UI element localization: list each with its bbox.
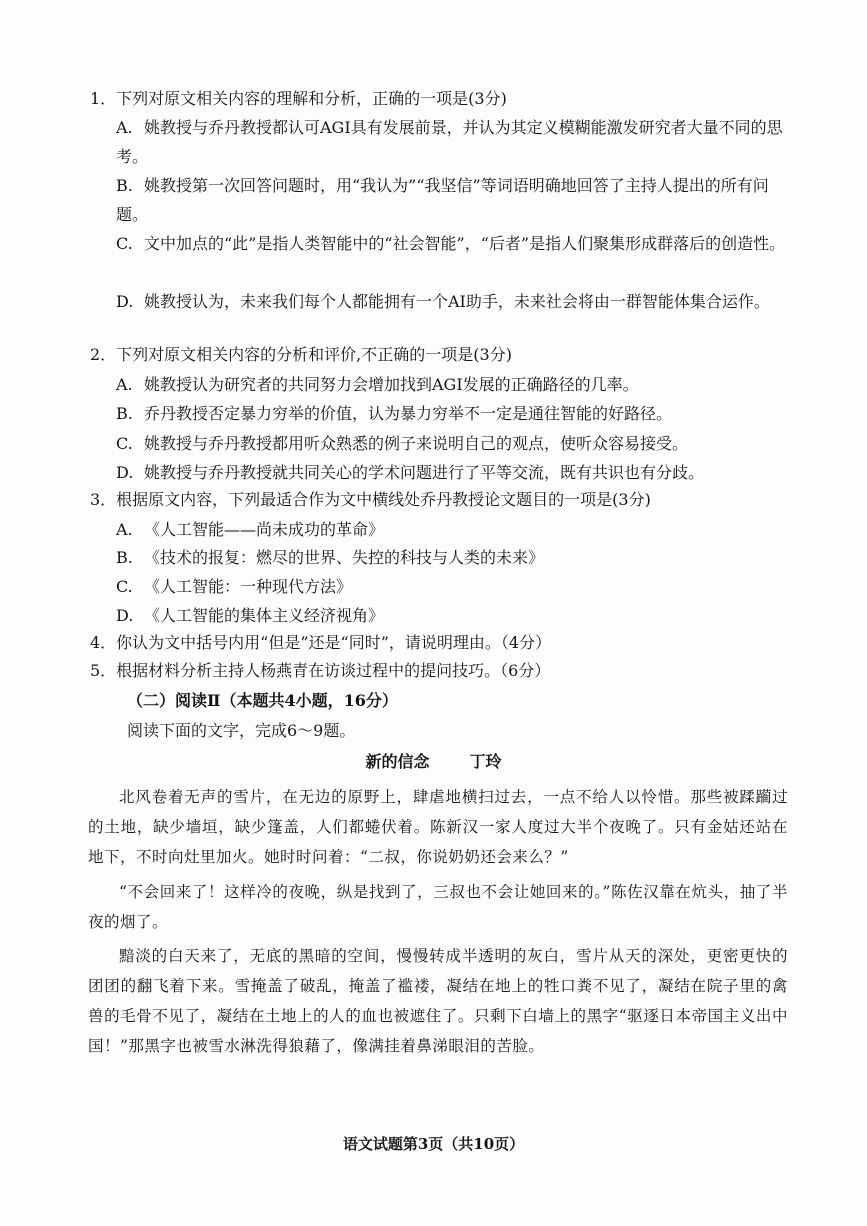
option-text: 姚教授与乔丹教授都用听众熟悉的例子来说明自己的观点，使听众容易接受。 <box>144 434 689 453</box>
story-paragraph: “不会回来了！这样冷的夜晚，纵是找到了，三叔也不会让她回来的。”陈佐汉靠在炕头，抽了半夜的烟了。 <box>88 883 788 931</box>
story-title: 新的信念 <box>365 752 430 771</box>
question-1-option-b <box>116 171 792 229</box>
story-paragraph: 北风卷着无声的雪片，在无边的原野上，肆虐地横扫过去，一点不给人以怜惜。那些被蹂躏过的土地，缺少墙垣，缺少篷盖，人们都蜷伏着。陈新汉一家人度过大半个夜晚了。只有金姑还站在地下，不时向灶里加火。她时时问着：“二叔，你说奶奶还会来么？” <box>88 788 788 866</box>
option-label: D. <box>116 606 134 625</box>
option-label: D. <box>116 463 134 482</box>
question-2-option-b <box>116 403 672 425</box>
question-3-option-c <box>116 576 352 598</box>
option-label: A. <box>116 118 133 137</box>
story-paragraph: 黯淡的白天来了，无底的黑暗的空间，慢慢转成半透明的灰白，雪片从天的深处，更密更快的团团的翻飞着下来。雪掩盖了破乱，掩盖了褴褛，凝结在地上的牲口粪不见了，凝结在院子里的禽兽的毛骨不见了，凝结在土地上的人的血也被遮住了。只剩下白墙上的黑字“驱逐日本帝国主义出中国！”那黑字也被雪水淋洗得狼藉了，像满挂着鼻涕眼泪的苦脸。 <box>88 947 788 1055</box>
option-label: A. <box>116 520 133 539</box>
question-1-stem: 1．下列对原文相关内容的理解和分析，正确的一项是(3分) <box>90 89 507 108</box>
option-text: 《人工智能——尚未成功的革命》 <box>144 520 385 539</box>
option-label: A. <box>116 375 133 394</box>
option-label: B. <box>116 548 133 567</box>
question-3-option-b <box>116 547 544 569</box>
option-label: C. <box>116 434 133 453</box>
option-text: 《技术的报复：燃尽的世界、失控的科技与人类的未来》 <box>144 548 545 567</box>
question-4: 4．你认为文中括号内用“但是”还是“同时”，请说明理由。（4分） <box>90 633 552 652</box>
question-3-option-a <box>116 519 384 541</box>
option-text: 乔丹教授否定暴力穷举的价值，认为暴力穷举不一定是通往智能的好路径。 <box>144 404 673 423</box>
option-label: B. <box>116 404 133 423</box>
option-label: C. <box>116 577 133 596</box>
option-text: 姚教授与乔丹教授都认可AGI具有发展前景，并认为其定义模糊能激发研究者大量不同的思考。 <box>116 118 783 166</box>
question-3-option-d <box>116 605 384 627</box>
option-text: 《人工智能：一种现代方法》 <box>144 577 353 596</box>
question-1-option-c <box>116 229 792 258</box>
option-text: 姚教授认为研究者的共同努力会增加找到AGI发展的正确路径的几率。 <box>144 375 639 394</box>
option-label: B. <box>116 176 133 195</box>
story-title-line <box>0 750 867 774</box>
section-instruction: 阅读下面的文字，完成6～9题。 <box>127 721 356 740</box>
story-author: 丁玲 <box>469 752 502 771</box>
section-heading: （二）阅读Ⅱ（本题共4小题，16分） <box>127 691 398 710</box>
option-text: 姚教授第一次回答问题时，用“我认为”“我坚信”等词语明确地回答了主持人提出的所有问题。 <box>116 176 769 224</box>
question-1-option-d <box>116 287 792 316</box>
option-text: 姚教授认为，未来我们每个人都能拥有一个AI助手，未来社会将由一群智能体集合运作。 <box>144 292 770 311</box>
question-2-stem: 2．下列对原文相关内容的分析和评价,不正确的一项是(3分) <box>90 345 512 364</box>
option-label: C. <box>116 234 133 253</box>
question-2-option-c <box>116 433 688 455</box>
question-1-option-a <box>116 113 792 171</box>
question-2-option-d <box>116 462 704 484</box>
page-footer: 语文试题第3页（共10页） <box>342 1135 525 1153</box>
question-5: 5．根据材料分析主持人杨燕青在访谈过程中的提问技巧。（6分） <box>90 661 551 680</box>
option-label: D. <box>116 292 134 311</box>
question-3-stem: 3．根据原文内容，下列最适合作为文中横线处乔丹教授论文题目的一项是(3分) <box>90 490 651 509</box>
option-text: 《人工智能的集体主义经济视角》 <box>144 606 385 625</box>
option-text: 姚教授与乔丹教授就共同关心的学术问题进行了平等交流，既有共识也有分歧。 <box>144 463 705 482</box>
question-2-option-a <box>116 374 639 396</box>
option-text: 文中加点的“此”是指人类智能中的“社会智能”，“后者”是指人们聚集形成群落后的创造性。 <box>144 234 786 253</box>
